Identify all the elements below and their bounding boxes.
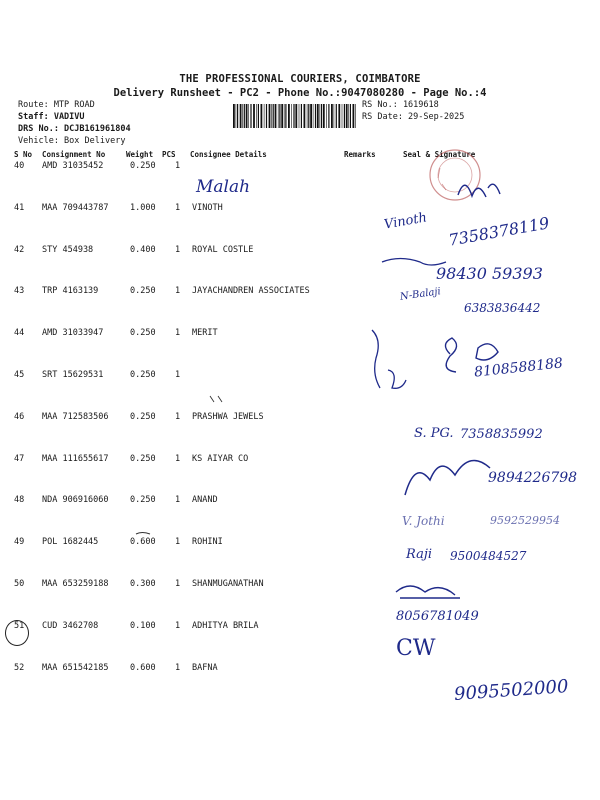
cell-consignment: AMD 31035452 [42,161,104,171]
cell-weight: 0.600 [130,537,156,547]
cell-consignment: POL 1682445 [42,537,99,547]
cell-sno: 47 [14,454,25,464]
hw-row41-phone: 7358378119 [447,213,551,250]
drs-label: DRS No.: DCJB161961804 [18,124,131,134]
cell-consignment: MAA 653259188 [42,579,109,589]
cell-pcs: 1 [175,370,181,380]
hw-row42-phone: 98430 59393 [436,264,543,283]
hw-row41-name: Vinoth [383,210,429,233]
cell-pcs: 1 [175,328,181,338]
cell-weight: 0.250 [130,286,156,296]
col-consignment: Consignment No [42,150,106,159]
rs-no-label: RS No.: 1619618 [362,100,439,110]
cell-pcs: 1 [175,621,181,631]
vehicle-label: Vehicle: Box Delivery [18,136,126,146]
cell-consignee: ROHINI [192,537,223,547]
cell-weight: 0.300 [130,579,156,589]
cell-pcs: 1 [175,663,181,673]
rs-date-label: RS Date: 29-Sep-2025 [362,112,465,122]
cell-pcs: 1 [175,537,181,547]
cell-pcs: 1 [175,203,181,213]
cell-weight: 0.250 [130,454,156,464]
cell-consignee: MERIT [192,328,218,338]
cell-weight: 0.250 [130,370,156,380]
cell-sno: 43 [14,286,25,296]
cell-consignee: BAFNA [192,663,218,673]
col-weight: Weight [126,150,154,159]
hw-row47-name: S. PG. [414,426,454,441]
cell-sno: 41 [14,203,25,213]
cell-pcs: 1 [175,286,181,296]
col-remarks: Remarks [344,150,376,159]
company-title: THE PROFESSIONAL COURIERS, COIMBATORE [179,73,421,85]
cell-consignment: STY 454938 [42,245,94,255]
cell-sno: 45 [14,370,25,380]
hw-row49-name: Raji [406,547,433,562]
cell-consignee: VINOTH [192,203,223,213]
hw-row47-phone: 7358835992 [460,427,543,442]
hw-row52-phone: 9095502000 [453,676,570,705]
hw-row48-phone: 9894226798 [488,470,578,486]
hw-row49-phone: 9592529954 [490,514,560,527]
cell-consignee: KS AIYAR CO [192,454,249,464]
cell-sno: 51 [14,621,25,631]
cell-consignee: PRASHWA JEWELS [192,412,264,422]
cell-sno: 46 [14,412,25,422]
cell-pcs: 1 [175,579,181,589]
cell-pcs: 1 [175,161,181,171]
cell-sno: 50 [14,579,25,589]
cell-pcs: 1 [175,412,181,422]
cell-consignment: AMD 31033947 [42,328,104,338]
col-pcs: PCS [162,150,176,159]
cell-weight: 0.250 [130,495,156,505]
cell-sno: 40 [14,161,25,171]
cell-sno: 44 [14,328,25,338]
cell-consignee: JAYACHANDREN ASSOCIATES [192,286,310,296]
cell-sno: 52 [14,663,25,673]
cell-weight: 0.600 [130,663,156,673]
runsheet-subtitle: Delivery Runsheet - PC2 - Phone No.:9047080280 - Page No.:4 [113,87,487,99]
cell-consignee: ADHITYA BRILA [192,621,259,631]
col-sno: S No [14,150,33,159]
hw-row43-name: N-Balaji [399,286,442,303]
cell-consignment: MAA 651542185 [42,663,109,673]
cell-consignee: ROYAL COSTLE [192,245,254,255]
cell-consignee: ANAND [192,495,218,505]
cell-weight: 1.000 [130,203,156,213]
cell-weight: 0.250 [130,328,156,338]
cell-consignment: SRT 15629531 [42,370,104,380]
cell-sno: 48 [14,495,25,505]
hw-row50-phone: 9500484527 [450,549,527,563]
hw-row43-phone: 6383836442 [464,301,541,315]
cell-consignment: CUD 3462708 [42,621,99,631]
hw-row51-phone: 8056781049 [396,609,479,624]
hw-row48-name: V. Jothi [402,514,445,528]
cell-weight: 0.250 [130,412,156,422]
cell-sno: 49 [14,537,25,547]
cell-consignment: TRP 4163139 [42,286,99,296]
cell-pcs: 1 [175,245,181,255]
cell-pcs: 1 [175,454,181,464]
staff-label: Staff: VADIVU [18,112,85,122]
col-consignee: Consignee Details [190,150,267,159]
cell-consignment: MAA 111655617 [42,454,109,464]
hw-row45-phone: 8108588188 [473,355,564,381]
hw-row40-signature: Malah [196,177,251,197]
cell-sno: 42 [14,245,25,255]
cell-consignment: MAA 709443787 [42,203,109,213]
cell-consignment: MAA 712583506 [42,412,109,422]
route-label: Route: MTP ROAD [18,100,95,110]
hw-row51-initials: CW [396,636,436,661]
cell-weight: 0.100 [130,621,156,631]
cell-weight: 0.250 [130,161,156,171]
col-seal-signature: Seal & Signature [403,150,476,159]
cell-consignee: SHANMUGANATHAN [192,579,264,589]
cell-weight: 0.400 [130,245,156,255]
cell-pcs: 1 [175,495,181,505]
cell-consignment: NDA 906916060 [42,495,109,505]
